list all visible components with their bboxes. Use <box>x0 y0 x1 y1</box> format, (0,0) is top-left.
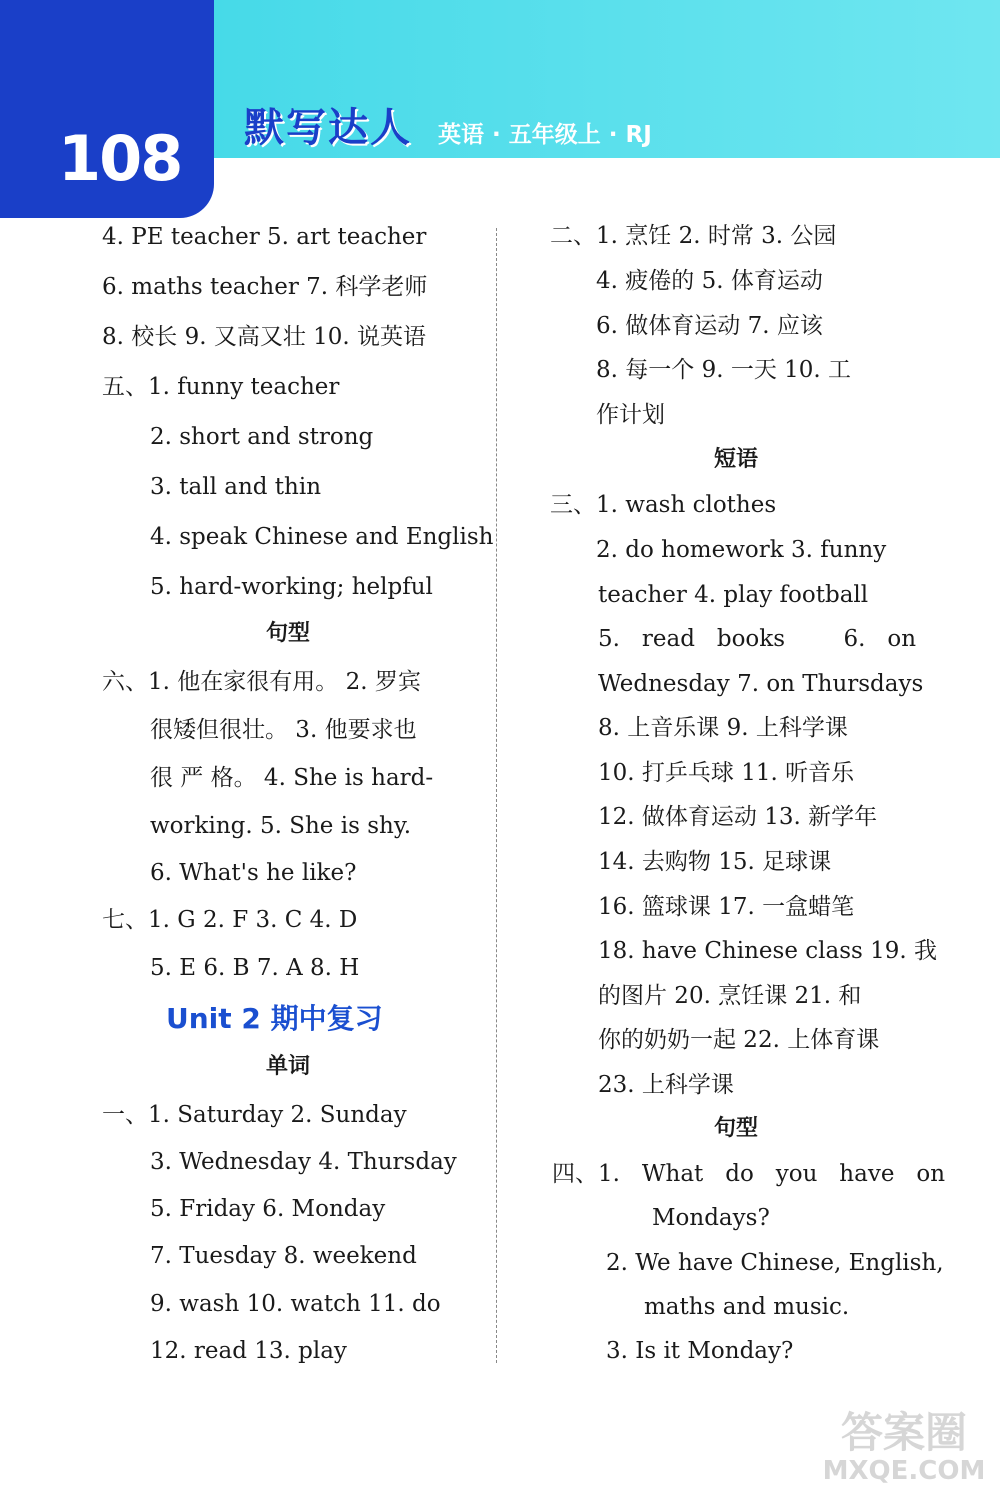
section-five-line: 五、1. funny teacher <box>102 374 340 400</box>
section-one-line: 一、1. Saturday 2. Sunday <box>102 1102 407 1128</box>
series-title: 默写达人 <box>244 105 412 151</box>
answer-line: 23. 上科学课 <box>598 1072 734 1098</box>
subheading-sentence-patterns: 句型 <box>266 621 311 646</box>
answer-line: 的图片 20. 烹饪课 21. 和 <box>598 983 862 1009</box>
answer-line: 3. Wednesday 4. Thursday <box>150 1149 457 1175</box>
answer-line: 5. Friday 6. Monday <box>150 1196 386 1222</box>
column-divider <box>496 228 497 1363</box>
answer-line: 2. We have Chinese, English, <box>606 1250 944 1276</box>
answer-line: 6. 做体育运动 7. 应该 <box>596 313 823 339</box>
answer-line: 5. read books 6. on <box>598 626 917 652</box>
answer-line: 很 严 格。 4. She is hard- <box>150 765 434 791</box>
watermark <box>818 1410 990 1486</box>
section-two-line: 二、1. 烹饪 2. 时常 3. 公园 <box>550 223 837 249</box>
answer-line: 5. hard-working; helpful <box>150 574 433 600</box>
answer-line: 5. E 6. B 7. A 8. H <box>150 955 360 981</box>
page-number: 108 <box>58 122 182 195</box>
section-six-line: 六、1. 他在家很有用。 2. 罗宾 <box>102 669 421 695</box>
answer-line: 3. tall and thin <box>150 474 322 500</box>
subheading-phrases: 短语 <box>714 447 759 472</box>
answer-line: 14. 去购物 15. 足球课 <box>598 849 832 875</box>
answer-line: 很矮但很壮。 3. 他要求也 <box>150 717 417 743</box>
watermark-url: MXQE.COM <box>822 1456 986 1486</box>
answer-line: 作计划 <box>596 402 665 428</box>
answer-line: 7. Tuesday 8. weekend <box>150 1243 417 1269</box>
answer-line: 4. PE teacher 5. art teacher <box>102 224 427 250</box>
answer-line: 8. 上音乐课 9. 上科学课 <box>598 715 848 741</box>
answer-line: 6. What's he like? <box>150 860 357 886</box>
answer-line: 8. 校长 9. 又高又壮 10. 说英语 <box>102 324 427 350</box>
subject-label: 英语 · 五年级上 · RJ <box>438 122 652 148</box>
answer-line: teacher 4. play football <box>598 582 869 608</box>
watermark-main: 答案圈 <box>840 1408 967 1457</box>
subheading-words: 单词 <box>266 1054 311 1079</box>
answer-line: maths and music. <box>644 1294 850 1320</box>
section-seven-line: 七、1. G 2. F 3. C 4. D <box>102 907 358 933</box>
answer-line: 3. Is it Monday? <box>606 1338 794 1364</box>
answer-line: 4. speak Chinese and English <box>150 524 494 550</box>
unit-title: Unit 2 期中复习 <box>166 1002 383 1035</box>
subheading-sentence-patterns-2: 句型 <box>714 1116 759 1141</box>
section-four-line: 四、1. What do you have on <box>552 1161 946 1187</box>
answer-line: 10. 打乒乓球 11. 听音乐 <box>598 760 855 786</box>
answer-line: working. 5. She is shy. <box>150 813 412 839</box>
section-three-line: 三、1. wash clothes <box>550 492 777 518</box>
answer-line: 2. do homework 3. funny <box>596 537 887 563</box>
answer-line: Mondays? <box>652 1205 770 1231</box>
answer-line: 6. maths teacher 7. 科学老师 <box>102 274 428 300</box>
answer-line: 4. 疲倦的 5. 体育运动 <box>596 268 823 294</box>
answer-line: 9. wash 10. watch 11. do <box>150 1291 441 1317</box>
answer-line: 12. read 13. play <box>150 1338 347 1364</box>
answer-line: Wednesday 7. on Thursdays <box>598 671 924 697</box>
answer-line: 你的奶奶一起 22. 上体育课 <box>598 1027 880 1053</box>
answer-line: 8. 每一个 9. 一天 10. 工 <box>596 357 852 383</box>
answer-line: 12. 做体育运动 13. 新学年 <box>598 804 878 830</box>
answer-line: 2. short and strong <box>150 424 374 450</box>
answer-line: 18. have Chinese class 19. 我 <box>598 938 938 964</box>
answer-line: 16. 篮球课 17. 一盒蜡笔 <box>598 894 855 920</box>
